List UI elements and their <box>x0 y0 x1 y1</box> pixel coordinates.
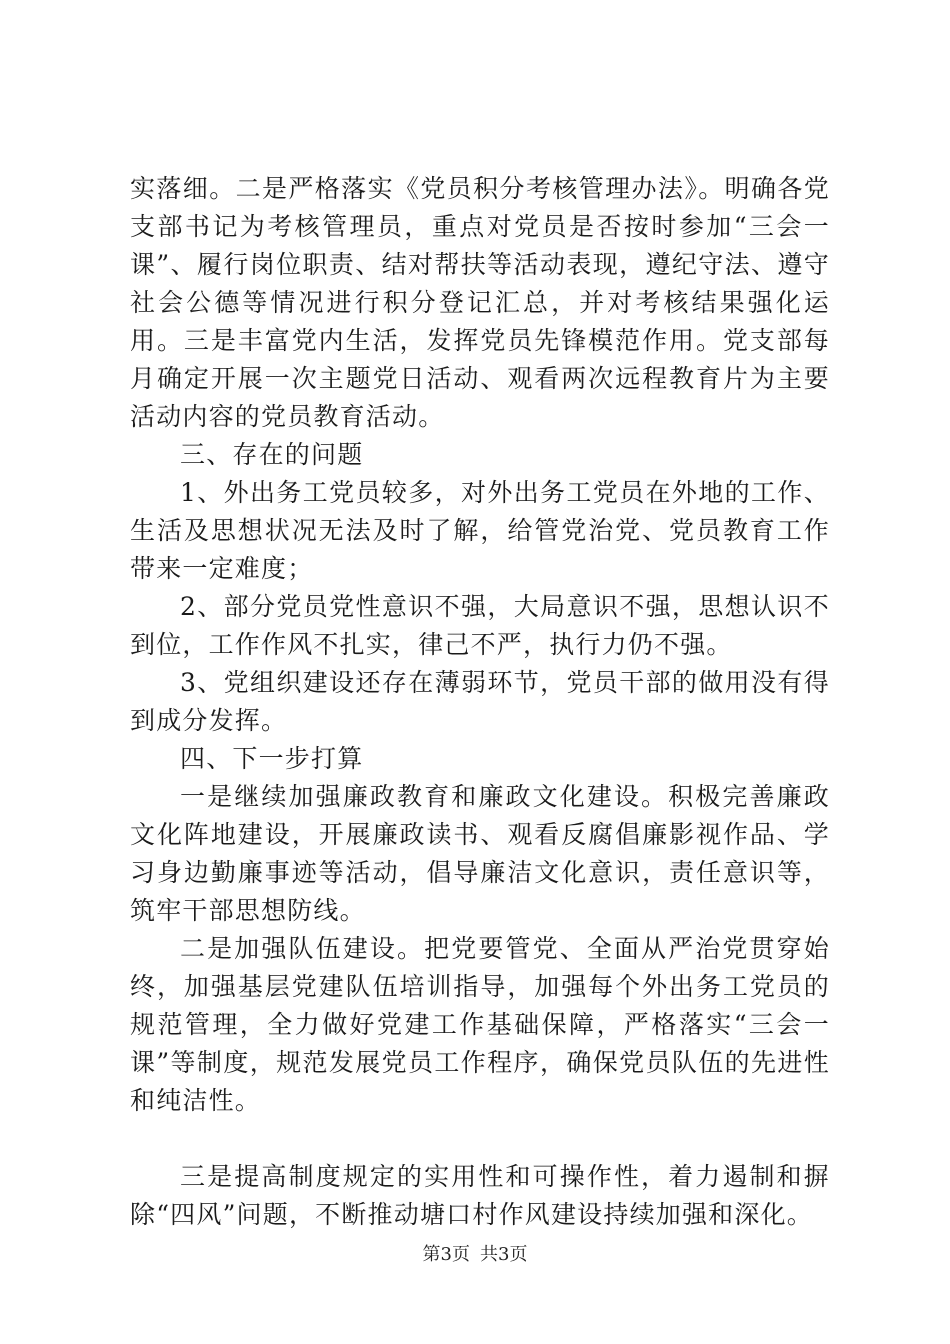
page-number: 第3页 <box>422 1244 470 1265</box>
page-total: 共3页 <box>480 1244 528 1265</box>
document-body <box>130 170 830 1234</box>
paragraph-plan-3: 三是提高制度规定的实用性和可操作性，着力遏制和摒除“四风”问题，不断推动塘口村作风建设持续加强和深化。 <box>130 1162 830 1229</box>
section-heading-next-steps: 四、下一步打算 <box>180 744 364 773</box>
paragraph-problem-2: 2、部分党员党性意识不强，大局意识不强，思想认识不到位，工作作风不扎实，律己不严，执行力仍不强。 <box>130 592 830 659</box>
page-footer <box>0 1244 950 1266</box>
paragraph-plan-1: 一是继续加强廉政教育和廉政文化建设。积极完善廉政文化阵地建设，开展廉政读书、观看反腐倡廉影视作品、学习身边勤廉事迹等活动，倡导廉洁文化意识，责任意识等，筑牢干部思想防线。 <box>130 782 830 925</box>
section-heading-problems: 三、存在的问题 <box>180 440 364 469</box>
paragraph-problem-3: 3、党组织建设还存在薄弱环节，党员干部的做用没有得到成分发挥。 <box>130 668 830 735</box>
paragraph-plan-2: 二是加强队伍建设。把党要管党、全面从严治党贯穿始终，加强基层党建队伍培训指导，加强每个外出务工党员的规范管理，全力做好党建工作基础保障，严格落实“三会一课”等制度，规范发展党员工作程序，确保党员队伍的先进性和纯洁性。 <box>130 934 830 1115</box>
paragraph-problem-1: 1、外出务工党员较多，对外出务工党员在外地的工作、生活及思想状况无法及时了解，给管党治党、党员教育工作带来一定难度； <box>130 478 830 583</box>
paragraph-continuation: 实落细。二是严格落实《党员积分考核管理办法》。明确各党支部书记为考核管理员，重点对党员是否按时参加“三会一课”、履行岗位职责、结对帮扶等活动表现，遵纪守法、遵守社会公德等情况进行积分登记汇总，并对考核结果强化运用。三是丰富党内生活，发挥党员先锋模范作用。党支部每月确定开展一次主题党日活动、观看两次远程教育片为主要活动内容的党员教育活动。 <box>130 174 830 431</box>
